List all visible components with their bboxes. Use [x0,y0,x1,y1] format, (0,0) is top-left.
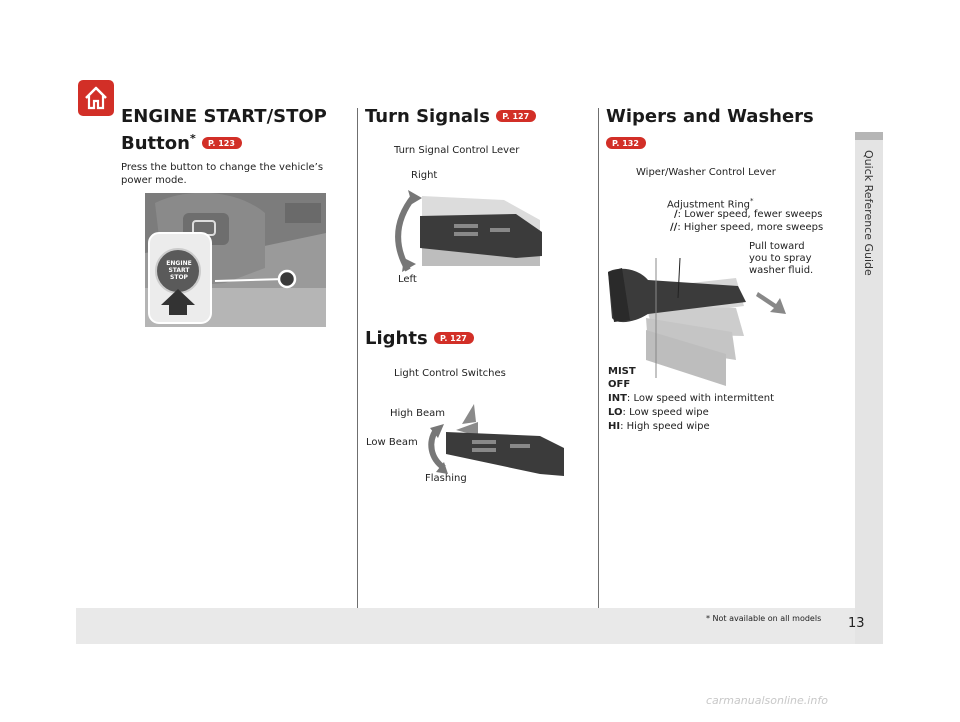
turn-lever-label: Turn Signal Control Lever [394,145,520,156]
engine-title-line2: Button* P. 123 [121,128,351,155]
lower-speed-item: ∕: Lower speed, fewer sweeps [674,209,823,220]
column-divider [598,108,599,608]
lights-switch-label: Light Control Switches [394,368,506,379]
turn-section [365,106,536,128]
turn-page-ref[interactable]: P. 127 [496,110,536,122]
engine-button-label: ENGINE START STOP [166,260,192,281]
lights-title: Lights P. 127 [365,328,474,350]
wiper-lever-label: Wiper/Washer Control Lever [636,167,776,178]
lights-section [365,328,474,350]
engine-page-ref[interactable]: P. 123 [202,137,242,149]
engine-title-line1: ENGINE START/STOP [121,106,327,127]
high-beam-label: High Beam [390,408,446,419]
watermark: carmanualsonline.info [706,694,828,707]
side-tab-marker [855,132,883,140]
mode-hi: HI: High speed wipe [608,421,710,432]
column-divider [357,108,358,608]
wipers-section [606,106,814,153]
lights-illustration [422,400,566,478]
lights-page-ref[interactable]: P. 127 [434,332,474,344]
adjustment-ring-label: Adjustment Ring* [667,197,754,211]
higher-speed-item: ∕∕: Higher speed, more sweeps [670,222,824,233]
wipers-title: Wipers and Washers [606,106,814,127]
mode-mist: MIST [608,366,636,377]
home-icon [78,80,114,116]
flashing-label: Flashing [425,473,467,484]
mode-lo: LO: Low speed wipe [608,407,709,418]
pull-toward-note: Pull toward you to spray washer fluid. [749,241,814,276]
mode-off: OFF [608,379,631,390]
engine-description: Press the button to change the vehicle’s power mode. [121,162,324,186]
wipers-page-ref[interactable]: P. 132 [606,137,646,149]
home-button[interactable] [78,80,114,116]
turn-signal-illustration [394,186,546,276]
mode-int: INT: Low speed with intermittent [608,393,775,404]
turn-title: Turn Signals P. 127 [365,106,536,128]
footnote: * Not available on all models [706,614,822,623]
turn-left-label: Left [398,274,417,285]
page-number: 13 [848,616,865,631]
turn-right-label: Right [411,170,438,181]
low-beam-label: Low Beam [366,437,418,448]
lower-speed-icon: ∕ [674,209,678,220]
higher-speed-icon: ∕∕ [670,222,678,233]
engine-section [121,106,351,187]
side-tab-label: Quick Reference Guide [862,150,875,276]
